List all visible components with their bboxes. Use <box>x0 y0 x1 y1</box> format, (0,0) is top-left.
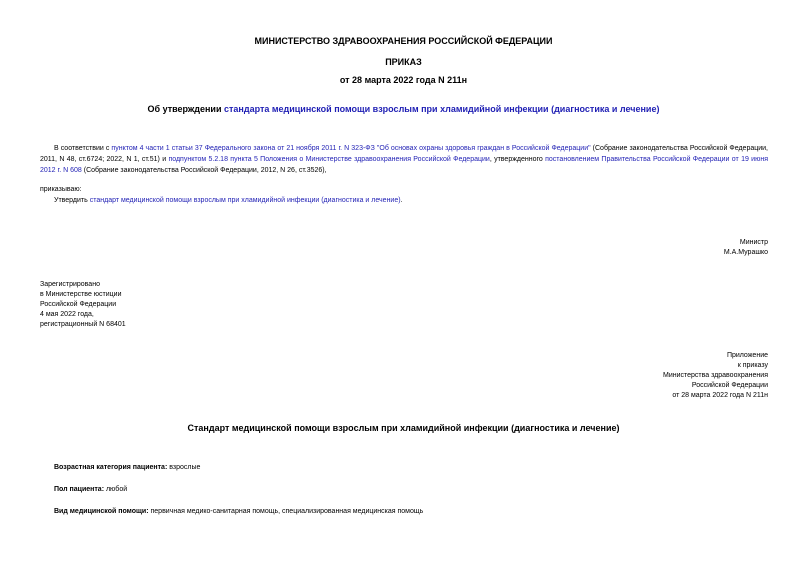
patient-sex-label: Пол пациента: <box>54 486 105 493</box>
patient-sex-value: любой <box>104 486 128 493</box>
appendix-line: Министерства здравоохранения <box>663 372 768 379</box>
signature-name: М.А.Мурашко <box>723 249 768 256</box>
order-title-prefix: Об утверждении <box>147 104 224 114</box>
appendix-line: Российской Федерации <box>691 382 768 389</box>
preamble-text-2: (Собрание законодательства Российской Федерации, 2011, N 48, ст.6724; 2022, N 1, ст.51) и <box>40 145 769 163</box>
care-type-field <box>54 506 423 517</box>
care-type-value: первичная медико-санитарная помощь, специализированная медицинская помощь <box>148 508 424 515</box>
doc-type-heading: ПРИКАЗ <box>385 57 422 67</box>
appendix-line: Приложение <box>726 352 768 359</box>
age-category-value: взрослые <box>167 464 201 471</box>
age-category-field <box>54 462 200 473</box>
standard-title: Стандарт медицинской помощи взрослым при хламидийной инфекции (диагностика и лечение) <box>187 423 620 433</box>
appendix-line: к приказу <box>737 362 768 369</box>
age-category-label: Возрастная категория пациента: <box>54 464 168 471</box>
order-statement-text-2: . <box>400 197 403 204</box>
order-date-number: от 28 марта 2022 года N 211н <box>339 75 468 85</box>
patient-sex-field <box>54 484 127 495</box>
order-title <box>0 104 807 115</box>
order-statement-text-1: Утвердить <box>54 197 90 204</box>
ministry-heading: МИНИСТЕРСТВО ЗДРАВООХРАНЕНИЯ РОССИЙСКОЙ ФЕДЕРАЦИИ <box>254 36 553 46</box>
preamble-paragraph <box>40 143 768 176</box>
order-verb: приказываю: <box>40 186 82 193</box>
appendix-block <box>663 351 768 401</box>
signature-position: Министр <box>739 239 768 246</box>
federal-law-link[interactable]: пунктом 4 части 1 статьи 37 Федерального закона от 21 ноября 2011 г. N 323-ФЗ "Об основах охраны здоровья граждан в Российской Федерации" <box>111 145 591 152</box>
government-decree-link[interactable]: постановлением Правительства Российской Федерации от 19 июня 2012 г. N 608 <box>40 156 768 174</box>
registration-line: регистрационный N 68401 <box>40 321 126 328</box>
standard-link[interactable]: стандарт медицинской помощи взрослым при хламидийной инфекции (диагностика и лечение) <box>89 197 401 204</box>
preamble-text-3: , утвержденного <box>489 156 546 163</box>
registration-line: 4 мая 2022 года, <box>40 311 94 318</box>
regulation-subclause-link[interactable]: подпунктом 5.2.18 пункта 5 Положения о Министерстве здравоохранения Российской Федерации <box>168 156 490 163</box>
registration-line: Российской Федерации <box>40 301 117 308</box>
order-title-link[interactable]: стандарта медицинской помощи взрослым при хламидийной инфекции (диагностика и лечение) <box>224 104 660 114</box>
appendix-line: от 28 марта 2022 года N 211н <box>672 392 768 399</box>
registration-block <box>40 280 126 330</box>
registration-line: Зарегистрировано <box>40 281 100 288</box>
care-type-label: Вид медицинской помощи: <box>54 508 149 515</box>
preamble-text-4: (Собрание законодательства Российской Федерации, 2012, N 26, ст.3526), <box>81 167 327 174</box>
signature-block <box>724 238 768 258</box>
order-statement <box>54 195 403 206</box>
registration-line: в Министерстве юстиции <box>40 291 122 298</box>
preamble-text-1: В соответствии с <box>54 145 112 152</box>
